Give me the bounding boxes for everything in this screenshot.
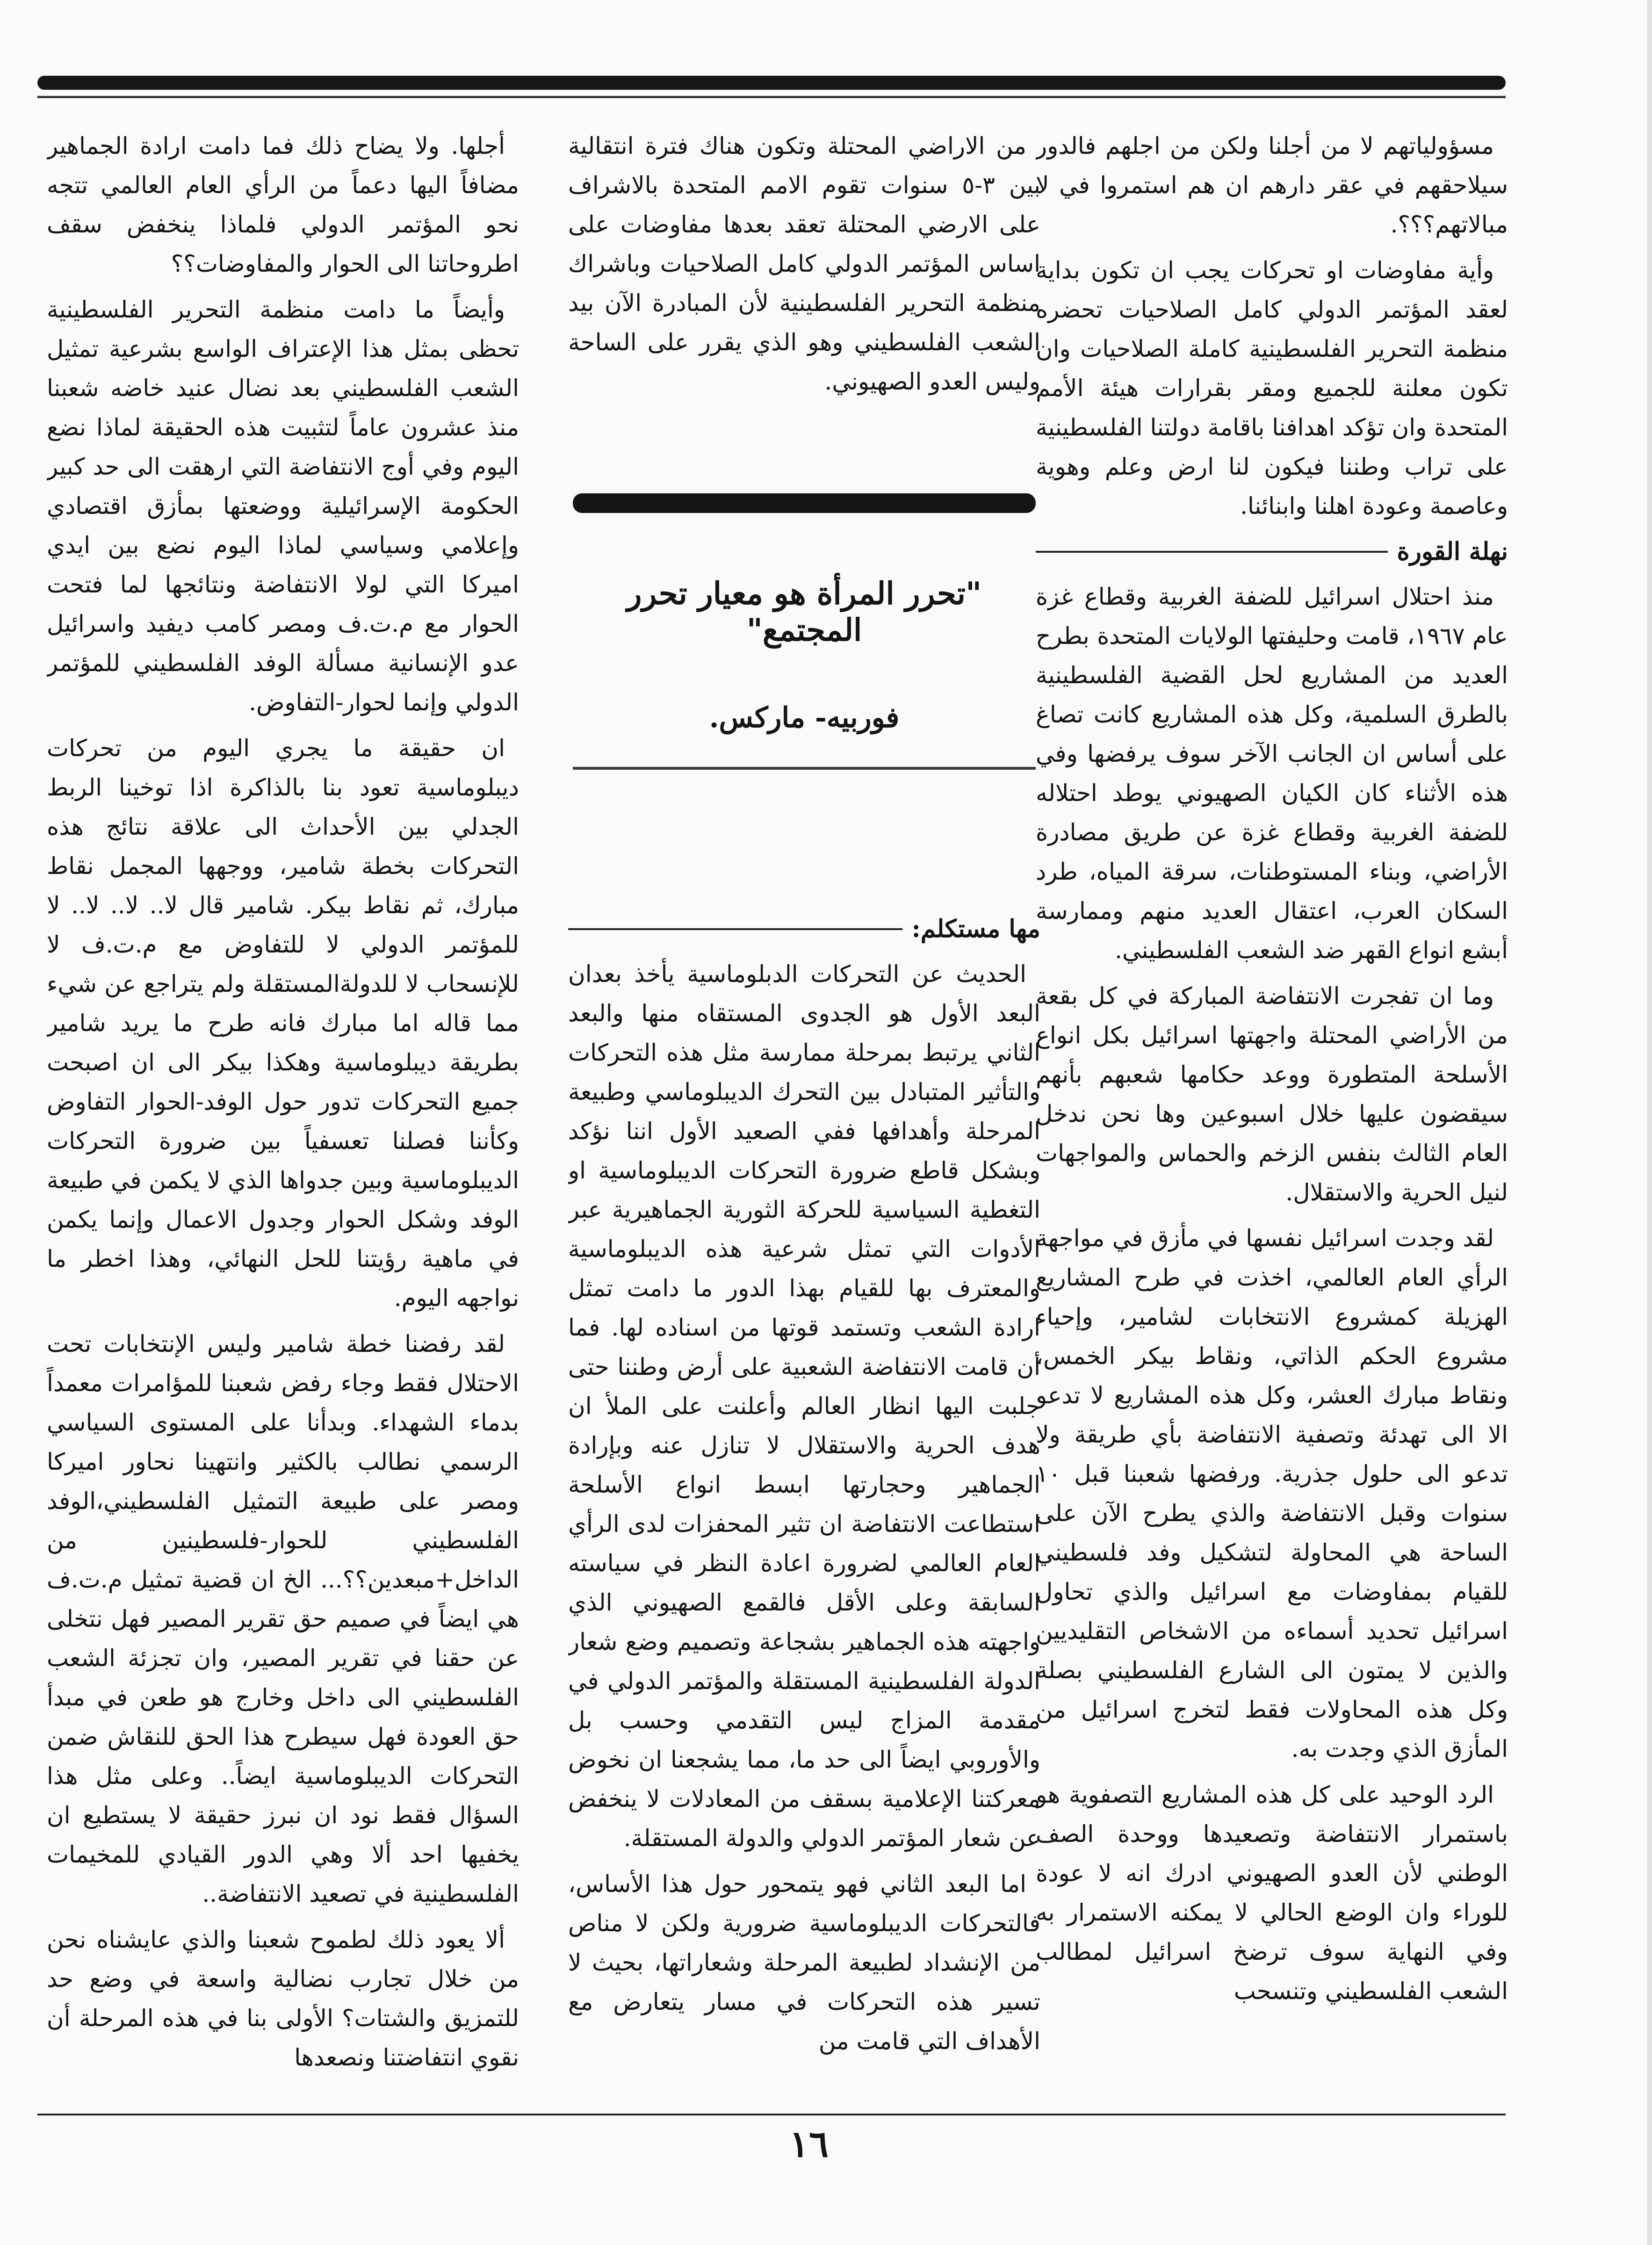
paragraph: ان حقيقة ما يجري اليوم من تحركات ديبلوماسية تعود بنا بالذاكرة اذا توخينا الربط الجدلي بين الأحداث الى علاقة نتائج هذه التحركات بخطة شامير، ووجهها المجمل نقاط مبارك، ثم نقاط بيكر. شامير قال لا.. لا.. لا.. لا للمؤتمر الدولي لا للتفاوض مع م.ت.ف لا للإنسحاب لا للدولةالمستقلة ولم يتراجع عن شيء مما قاله اما مبارك فانه طرح ما يريد شامير بطريقة ديبلوماسية وهكذا بيكر الى ان اصبحت جميع التحركات تدور حول الوفد-الحوار التفاوض وكأننا فصلنا تعسفياً بين ضرورة التحركات الديبلوماسية وبين جدواها الذي لا يكمن في طبيعة الوفد وشكل الحوار وجدول الاعمال وإنما يكمن في ماهية رؤيتنا للحل النهائي، وهذا اخطر ما نواجهه اليوم. bbox=[47, 735, 519, 1312]
paragraph: الحديث عن التحركات الدبلوماسية يأخذ بعدان البعد الأول هو الجدوى المستقاه منها والبعد الثاني يرتبط بمرحلة ممارسة مثل هذه التحركات والتأثير المتبادل بين التحرك الديبلوماسي وطبيعة المرحلة وأهدافها ففي الصعيد الأول اننا نؤكد وبشكل قاطع ضرورة التحركات الديبلوماسية او التغطية السياسية للحركة الثورية الجماهيرية عبر الأدوات التي تمثل شرعية هذه الديبلوماسية والمعترف بها للقيام بهذا الدور ما دامت تمثل ارادة الشعب وتستمد قوتها من اسناده لها. فما أن قامت الانتفاضة الشعبية على أرض وطننا حتى جلبت اليها انظار العالم وأعلنت على الملأ ان هدف الحرية والاستقلال لا تنازل عنه وبإرادة الجماهير وحجارتها ابسط انواع الأسلحة استطاعت الانتفاضة ان تثير المحفزات لدى الرأي العام العالمي لضرورة اعادة النظر في سياسته السابقة وعلى الأقل فالقمع الصهيوني الذي واجهته هذه الجماهير بشجاعة وتصميم وضع شعار الدولة الفلسطينية المستقلة والمؤتمر الدولي في مقدمة المزاج ليس التقدمي وحسب بل والأوروبي ايضاً الى حد ما، مما يشجعنا ان نخوض معركتنا الإعلامية بسقف من المعادلات لا ينخفض عن شعار المؤتمر الدولي والدولة المستقلة. bbox=[568, 960, 1040, 1852]
paragraph: وما ان تفجرت الانتفاضة المباركة في كل بقعة من الأراضي المحتلة واجهتها اسرائيل بكل انواع الأسلحة المتطورة ووعد حكامها شعبهم بأنهم سيقضون عليها خلال اسبوعين وها نحن ندخل العام الثالث بنفس الزخم والحماس والمواجهات لنيل الحرية والاستقلال. bbox=[1036, 982, 1508, 1206]
paragraph: لقد وجدت اسرائيل نفسها في مأزق في مواجهة الرأي العام العالمي، اخذت في طرح المشاريع الهزيلة كمشروع الانتخابات لشامير، وإحياء مشروع الحكم الذاتي، ونقاط بيكر الخمس، ونقاط مبارك العشر، وكل هذه المشاريع لا تدعو الا الى تهدئة وتصفية الانتفاضة بأي طريقة ولا تدعو الى حلول جذرية. ورفضها شعبنا قبل ١٠ سنوات وقبل الانتفاضة والذي يطرح الآن على الساحة هي المحاولة لتشكيل وفد فلسطيني للقيام بمفاوضات مع اسرائيل والذي تحاول اسرائيل تحديد أسماءه من الاشخاص التقليديين والذين لا يمتون الى الشارع الفلسطيني بصلة وكل هذه المحاولات فقط لتخرج اسرائيل من المأزق الذي وجدت به. bbox=[1036, 1225, 1508, 1762]
paragraph: الرد الوحيد على كل هذه المشاريع التصفوية هو باستمرار الانتفاضة وتصعيدها ووحدة الصف الوطني لأن العدو الصهيوني ادرك انه لا عودة للوراء وان الوضع الحالي لا يمكنه الاستمرار به وفي النهاية سوف ترضخ اسرائيل لمطالب الشعب الفلسطيني وتنسحب bbox=[1036, 1781, 1508, 2005]
author-subhead bbox=[568, 910, 1040, 949]
pull-quote: "تحرر المرأة هو معيار تحرر المجتمع" bbox=[627, 575, 982, 648]
pull-quote-author: فوربيه- ماركس. bbox=[709, 701, 900, 734]
article-column-middle-top bbox=[568, 126, 1040, 500]
paragraph: ألا يعود ذلك لطموح شعبنا والذي عايشناه نحن من خلال تجارب نضالية واسعة في وضع حد للتمزيق والشتات؟ الأولى بنا في هذه المرحلة أن نقوي انتفاضتنا ونصعدها bbox=[47, 1926, 519, 2071]
page-number: ١٦ bbox=[789, 2123, 829, 2166]
article-column-middle-bottom bbox=[568, 905, 1040, 2088]
header-rule-thick bbox=[37, 76, 1506, 90]
subhead-rule bbox=[1036, 551, 1388, 553]
section-divider-thick bbox=[573, 493, 1036, 513]
paragraph: من الاراضي المحتلة وتكون هناك فترة انتقالية بين ٣-٥ سنوات تقوم الامم المتحدة بالاشراف على الارضي المحتلة تعقد بعدها مفاوضات على اساس المؤتمر الدولي كامل الصلاحيات وباشراك منظمة التحرير الفلسطينية لأن المبادرة الآن بيد الشعب الفلسطيني وهو الذي يقرر على الساحة وليس العدو الصهيوني. bbox=[568, 132, 1040, 395]
paragraph: وأيضاً ما دامت منظمة التحرير الفلسطينية تحظى بمثل هذا الإعتراف الواسع بشرعية تمثيل الشعب الفلسطيني بعد نضال عنيد خاضه شعبنا منذ عشرون عاماً لتثبيت هذه الحقيقة لماذا نضع اليوم وفي أوج الانتفاضة التي ارهقت الى حد كبير الحكومة الإسرائيلية ووضعتها بمأزق اقتصادي وإعلامي وسياسي لماذا اليوم نضع بين ايدي اميركا التي لولا الانتفاضة ونتائجها لما فتحت الحوار مع م.ت.ف ومصر كامب ديفيد واسرائيل عدو الإنسانية مسألة الوفد الفلسطيني للمؤتمر الدولي وإنما لحوار-التفاوض. bbox=[47, 296, 519, 716]
author-name: نهلة القورة bbox=[1397, 537, 1508, 566]
paragraph: أجلها. ولا يضاح ذلك فما دامت ارادة الجماهير مضافاً اليها دعماً من الرأي العام العالمي تتجه نحو المؤتمر الدولي فلماذا ينخفض سقف اطروحاتنا الى الحوار والمفاوضات؟؟ bbox=[47, 132, 519, 277]
paragraph: منذ احتلال اسرائيل للضفة الغربية وقطاع غزة عام ١٩٦٧، قامت وحليفتها الولايات المتحدة بطرح العديد من المشاريع لحل القضية الفلسطينية بالطرق السلمية، وكل هذه المشاريع كانت تصاغ على أساس ان الجانب الآخر سوف يرفضها وفي هذه الأثناء كان الكيان الصهيوني يوطد احتلاله للضفة الغربية وقطاع غزة عن طريق مصادرة الأراضي، وبناء المستوطنات، سرقة المياه، طرد السكان العرب، اعتقال العديد منهم وممارسة أبشع انواع القهر ضد الشعب الفلسطيني. bbox=[1036, 583, 1508, 964]
paragraph: اما البعد الثاني فهو يتمحور حول هذا الأساس، فالتحركات الديبلوماسية ضرورية ولكن لا مناص من الإنشداد لطبيعة المرحلة وشعاراتها، بحيث لا تسير هذه التحركات في مسار يتعارض مع الأهداف التي قامت من bbox=[568, 1870, 1040, 2055]
article-column-left bbox=[47, 126, 519, 2090]
author-name: مها مستكلم: bbox=[911, 915, 1040, 943]
footer-rule bbox=[37, 2114, 1506, 2115]
paragraph: مسؤولياتهم لا من أجلنا ولكن من اجلهم فالدور سيلاحقهم في عقر دارهم ان هم استمروا في لا مبالاتهم؟؟؟. bbox=[1036, 132, 1508, 238]
paragraph: لقد رفضنا خطة شامير وليس الإنتخابات تحت الاحتلال فقط وجاء رفض شعبنا للمؤامرات معمداً بدماء الشهداء. وبدأنا على المستوى السياسي الرسمي نطالب بالكثير وانتهينا نحاور اميركا ومصر على طبيعة التمثيل الفلسطيني،الوفد الفلسطيني للحوار-فلسطينين من الداخل+مبعدين؟؟... الخ ان قضية تمثيل م.ت.ف هي ايضاً في صميم حق تقرير المصير فهل نتخلى عن حقنا في تقرير المصير، وان تجزئة الشعب الفلسطيني الى داخل وخارج هو طعن في مبدأ حق العودة فهل سيطرح هذا الحق للنقاش ضمن التحركات الديبلوماسية ايضاً.. وعلى مثل هذا السؤال فقط نود ان نبرز حقيقة لا يستطيع ان يخفيها احد ألا وهي الدور القيادي للمخيمات الفلسطينية في تصعيد الانتفاضة.. bbox=[47, 1330, 519, 1907]
header-rule-thin bbox=[37, 96, 1506, 98]
article-column-right bbox=[1036, 126, 1508, 2090]
subhead-rule bbox=[568, 928, 902, 930]
author-subhead bbox=[1036, 532, 1508, 571]
section-divider-thin bbox=[573, 767, 1036, 770]
paragraph: وأية مفاوضات او تحركات يجب ان تكون بداية لعقد المؤتمر الدولي كامل الصلاحيات تحضره منظمة التحرير الفلسطينية كاملة الصلاحيات وان تكون معلنة للجميع ومقر بقرارات هيئة الأمم المتحدة وان تؤكد اهدافنا باقامة دولتنا الفلسطينية على تراب وطننا فيكون لنا ارض وعلم وهوية وعاصمة وعودة اهلنا وابنائنا. bbox=[1036, 257, 1508, 520]
